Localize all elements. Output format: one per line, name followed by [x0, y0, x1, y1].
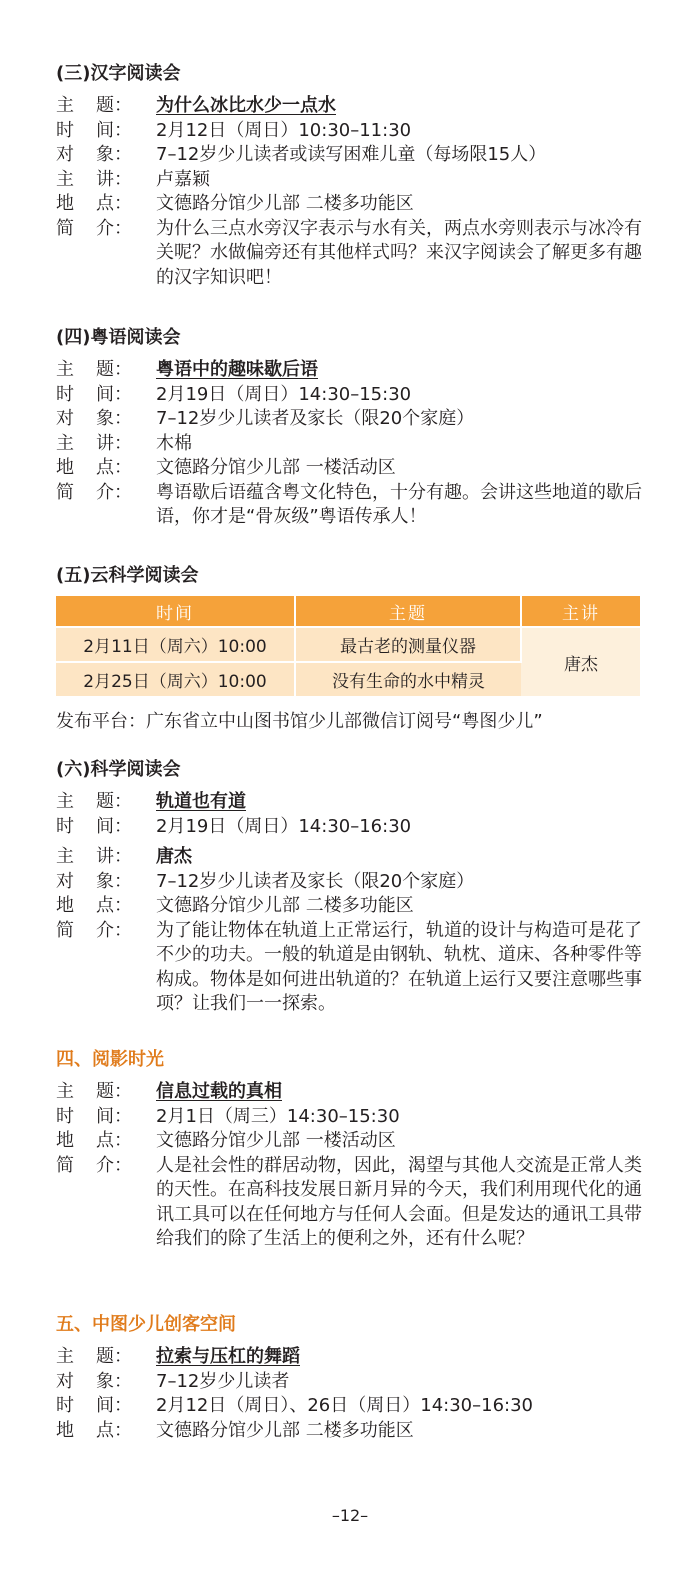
label: 简: [56, 919, 74, 941]
label: 间：: [96, 383, 132, 405]
label: 地: [56, 193, 74, 214]
place-value: 文德路分馆少儿部 二楼多功能区: [156, 895, 414, 916]
speaker-value: 卢嘉颖: [156, 168, 210, 190]
label: 对: [56, 870, 74, 892]
place-value: 文德路分馆少儿部 一楼活动区: [156, 457, 396, 478]
section-hanzi-reading: [56, 62, 656, 290]
page-number: –12–: [331, 1506, 369, 1525]
target-row: [56, 143, 656, 168]
intro-row: [56, 481, 656, 530]
label: 简: [56, 217, 74, 239]
section-title: 五、中图少儿创客空间: [56, 1314, 236, 1335]
label: 介：: [96, 217, 132, 239]
cell-time: 2月25日（周六）10:00: [56, 662, 295, 696]
label: 介：: [96, 919, 132, 941]
label: 介：: [96, 481, 132, 503]
label: 主: [56, 1081, 74, 1102]
label: 讲：: [96, 432, 132, 454]
label: 地: [56, 895, 74, 916]
label: 点：: [96, 193, 132, 214]
label: 地: [56, 1130, 74, 1151]
speaker-row: [56, 432, 656, 457]
place-row: [56, 1129, 656, 1154]
label: 间：: [96, 815, 132, 837]
place-row: [56, 456, 656, 481]
time-row: [56, 815, 656, 840]
label: 时: [56, 1105, 74, 1127]
target-value: 7–12岁少儿读者: [156, 1370, 290, 1392]
column-header-speaker: 主讲: [521, 596, 640, 627]
intro-value: 粤语歇后语蕴含粤文化特色，十分有趣。会讲这些地道的歇后语，你才是“骨灰级”粤语传承人！: [156, 481, 642, 527]
topic-value: 拉索与压杠的舞蹈: [156, 1346, 300, 1367]
label: 时: [56, 815, 74, 837]
topic-row: [56, 1080, 656, 1105]
speaker-value: 唐杰: [156, 846, 192, 867]
intro-row: [56, 217, 656, 291]
label: 题：: [96, 791, 132, 812]
topic-row: [56, 358, 656, 383]
intro-value: 人是社会性的群居动物，因此，渴望与其他人交流是正常人类的天性。在高科技发展日新月异的今天，我们利用现代化的通讯工具可以在任何地方与任何人会面。但是发达的通讯工具带给我们的除了生活上的便利之外，还有什么呢？: [156, 1154, 642, 1249]
section-science-reading: [56, 758, 656, 1017]
label: 点：: [96, 1419, 132, 1441]
column-header-topic: 主题: [295, 596, 521, 627]
intro-value: 为了能让物体在轨道上正常运行，轨道的设计与构造可是花了不少的功夫。一般的轨道是由钢轨、轨枕、道床、各种零件等构成。物体是如何进出轨道的？在轨道上运行又要注意哪些事项？让我们一一探索。: [156, 919, 642, 1014]
place-value: 文德路分馆少儿部 二楼多功能区: [156, 193, 414, 214]
section-maker-space: [56, 1313, 656, 1443]
place-row: [56, 192, 656, 217]
topic-row: [56, 94, 656, 119]
place-row: [56, 1419, 656, 1444]
label: 间：: [96, 1105, 132, 1127]
table-header-row: [56, 596, 640, 627]
section-cantonese-reading: [56, 326, 656, 530]
time-value: 2月12日（周日）10:30–11:30: [156, 119, 412, 141]
topic-value: 轨道也有道: [156, 791, 246, 812]
label: 主: [56, 95, 74, 116]
time-row: [56, 119, 656, 144]
cell-topic: 没有生命的水中精灵: [295, 662, 521, 696]
time-value: 2月1日（周三）14:30–15:30: [156, 1105, 400, 1127]
table-row: [56, 627, 640, 662]
speaker-row: [56, 168, 656, 193]
label: 对: [56, 1370, 74, 1392]
time-row: [56, 1105, 656, 1130]
label: 题：: [96, 95, 132, 116]
place-value: 文德路分馆少儿部 一楼活动区: [156, 1130, 396, 1151]
topic-value: 信息过载的真相: [156, 1081, 282, 1102]
label: 象：: [96, 870, 132, 892]
target-value: 7–12岁少儿读者及家长（限20个家庭）: [156, 870, 475, 892]
time-row: [56, 1394, 656, 1419]
label: 简: [56, 1154, 74, 1176]
label: 题：: [96, 359, 132, 380]
time-value: 2月19日（周日）14:30–16:30: [156, 815, 412, 837]
topic-value: 粤语中的趣味歇后语: [156, 359, 318, 380]
target-value: 7–12岁少儿读者或读写困难儿童（每场限15人）: [156, 144, 547, 165]
publish-platform: 发布平台：广东省立中山图书馆少儿部微信订阅号“粤图少儿”: [56, 711, 543, 732]
label: 地: [56, 1419, 74, 1441]
label: 讲：: [96, 168, 132, 190]
column-header-time: 时间: [56, 596, 295, 627]
section-cloud-science-reading: [56, 564, 656, 734]
cell-speaker: 唐杰: [521, 627, 640, 696]
target-row: [56, 407, 656, 432]
section-title: (六)科学阅读会: [56, 759, 181, 780]
intro-row: [56, 1154, 656, 1252]
section-reading-films: [56, 1048, 656, 1252]
time-row: [56, 383, 656, 408]
time-value: 2月19日（周日）14:30–15:30: [156, 383, 412, 405]
section-title: (四)粤语阅读会: [56, 327, 181, 348]
label: 题：: [96, 1346, 132, 1367]
target-value: 7–12岁少儿读者及家长（限20个家庭）: [156, 408, 475, 429]
section-title: 四、阅影时光: [56, 1049, 164, 1070]
intro-value: 为什么三点水旁汉字表示与水有关，两点水旁则表示与冰冷有关呢？水做偏旁还有其他样式吗？来汉字阅读会了解更多有趣的汉字知识吧！: [156, 217, 642, 288]
label: 点：: [96, 1130, 132, 1151]
place-value: 文德路分馆少儿部 二楼多功能区: [156, 1419, 414, 1441]
section-title: (五)云科学阅读会: [56, 565, 199, 586]
label: 主: [56, 359, 74, 380]
label: 对: [56, 144, 74, 165]
label: 象：: [96, 1370, 132, 1392]
label: 主: [56, 791, 74, 812]
label: 主: [56, 1346, 74, 1367]
speaker-row: [56, 845, 656, 870]
label: 时: [56, 119, 74, 141]
schedule-table: [56, 596, 640, 696]
label: 主: [56, 846, 74, 867]
time-value: 2月12日（周日）、26日（周日）14:30–16:30: [156, 1395, 534, 1416]
label: 主: [56, 432, 74, 454]
topic-row: [56, 790, 656, 815]
label: 间：: [96, 1395, 132, 1416]
place-row: [56, 894, 656, 919]
speaker-value: 木棉: [156, 432, 192, 454]
label: 时: [56, 1395, 74, 1416]
target-row: [56, 870, 656, 895]
label: 间：: [96, 119, 132, 141]
label: 介：: [96, 1154, 132, 1176]
target-row: [56, 1370, 656, 1395]
cell-time: 2月11日（周六）10:00: [56, 627, 295, 662]
cell-topic: 最古老的测量仪器: [295, 627, 521, 662]
label: 题：: [96, 1081, 132, 1102]
topic-value: 为什么冰比水少一点水: [156, 95, 336, 116]
topic-row: [56, 1345, 656, 1370]
label: 对: [56, 408, 74, 429]
section-title: (三)汉字阅读会: [56, 63, 181, 84]
label: 象：: [96, 408, 132, 429]
label: 讲：: [96, 846, 132, 867]
label: 主: [56, 168, 74, 190]
label: 象：: [96, 144, 132, 165]
label: 时: [56, 383, 74, 405]
label: 点：: [96, 457, 132, 478]
label: 点：: [96, 895, 132, 916]
label: 地: [56, 457, 74, 478]
intro-row: [56, 919, 656, 1017]
label: 简: [56, 481, 74, 503]
